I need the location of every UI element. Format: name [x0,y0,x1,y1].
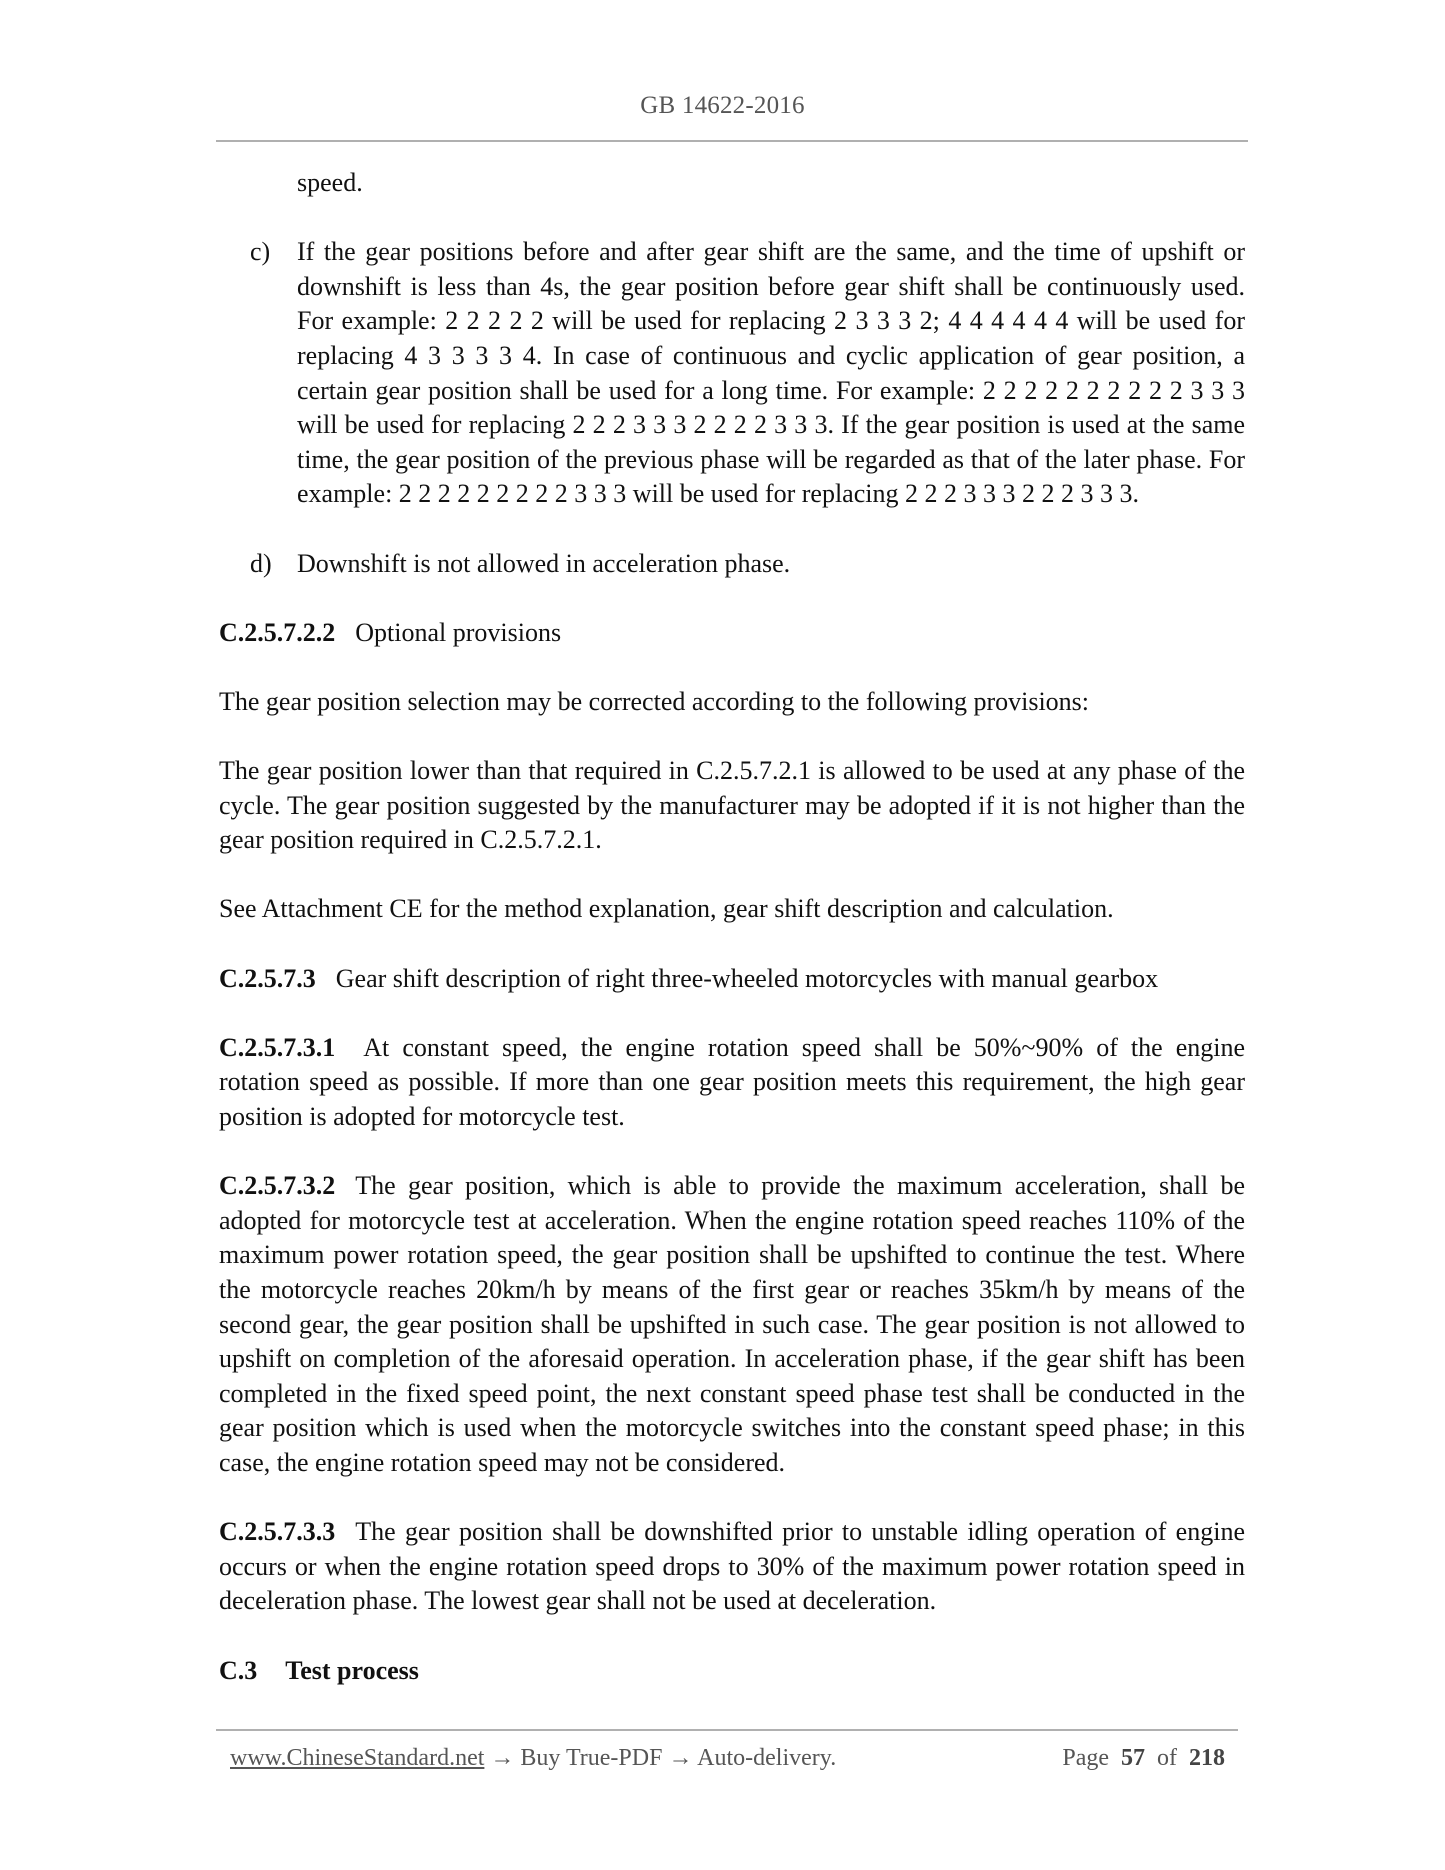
page-number [1062,1745,1225,1772]
section-text: The gear position shall be downshifted prior to unstable idling operation of engine occurs or when the engine rotation speed drops to 30% of the maximum power rotation speed in deceleration phase. The lowest gear shall not be used at deceleration. [219,1517,1245,1616]
header-divider [216,140,1248,142]
list-marker-c: c) [250,237,271,267]
section-number: C.2.5.7.3.1 [219,1032,336,1062]
list-marker-d: d) [250,548,272,578]
section-heading-c3 [219,1654,1245,1689]
paragraph-lower-gear: The gear position lower than that required in C.2.5.7.2.1 is allowed to be used at any phase of the cycle. The gear position suggested by the manufacturer may be adopted if it is not higher than the gear position required in C.2.5.7.2.1. [219,756,1245,855]
document-header-title: GB 14622-2016 [640,92,805,119]
list-item-d [219,547,1245,582]
section-c25733 [219,1515,1245,1619]
section-title: Gear shift description of right three-wheeled motorcycles with manual gearbox [335,963,1159,993]
of-label: of [1157,1745,1177,1771]
section-number: C.3 [219,1655,258,1685]
footer-divider [216,1729,1238,1731]
section-text: At constant speed, the engine rotation speed shall be 50%~90% of the engine rotation speed as possible. If more than one gear position meets this requirement, the high gear position is adopted for motorcycle test. [219,1032,1245,1132]
section-number: C.2.5.7.2.2 [219,617,336,647]
list-item-c [219,235,1245,512]
document-body [219,166,1245,1688]
section-heading-c2573 [219,962,1245,997]
section-title: Test process [285,1655,419,1685]
section-title: Optional provisions [355,617,562,647]
paragraph-selection: The gear position selection may be corrected according to the following provisions: [219,686,1090,716]
arrow-right-icon: → [490,1745,515,1771]
section-text: The gear position, which is able to provide the maximum acceleration, shall be adopted for motorcycle test at acceleration. When the engine rotation speed reaches 110% of the maximum power rotation speed, the gear position shall be upshifted to continue the test. Where the motorcycle reaches 20km/h by means of the first gear or reaches 35km/h by means of the second gear, the gear position shall be upshifted in such case. The gear position is not allowed to upshift on completion of the aforesaid operation. In acceleration phase, if the gear shift has been completed in the fixed speed point, the next constant speed phase test shall be conducted in the gear position which is used when the motorcycle switches into the constant speed phase; in this case, the engine rotation speed may not be considered. [219,1171,1245,1477]
buy-pdf-text: Buy True-PDF [520,1745,663,1771]
page-current: 57 [1121,1745,1145,1771]
section-number: C.2.5.7.3.3 [219,1517,336,1547]
paragraph-attachment: See Attachment CE for the method explanation, gear shift description and calculation. [219,894,1114,924]
section-heading-c25722 [219,616,1245,651]
section-c25731 [219,1031,1245,1135]
page-label: Page [1062,1745,1109,1771]
section-c25732 [219,1169,1245,1480]
arrow-right-icon: → [668,1745,693,1771]
section-number: C.2.5.7.3.2 [219,1171,336,1201]
list-item-d-text: Downshift is not allowed in acceleration phase. [297,548,791,578]
continuation-text: speed. [297,168,363,197]
list-item-c-text: If the gear positions before and after gear shift are the same, and the time of upshift or downshift is less than 4s, the gear position before gear shift shall be continuously used. For example: 2 2 2 2 2 will be used for replacing 2 3 3 3 2; 4 4 4 4 4 4 will be used for replacing 4 3 3 3 3 4. In case of continuous and cyclic application of gear position, a certain gear position shall be used for a long time. For example: 2 2 2 2 2 2 2 2 2 2 3 3 3 will be used for replacing 2 2 2 3 3 3 2 2 2 2 3 3 3. If the gear position is used at the same time, the gear position of the previous phase will be regarded as that of the later phase. For example: 2 2 2 2 2 2 2 2 2 3 3 3 will be used for replacing 2 2 2 3 3 3 2 2 2 3 3 3. [297,237,1245,509]
page-total: 218 [1189,1745,1225,1771]
section-number: C.2.5.7.3 [219,963,316,993]
chinesestandard-link[interactable]: www.ChineseStandard.net [230,1745,485,1771]
auto-delivery-text: Auto-delivery. [697,1745,837,1771]
footer-promo [230,1745,836,1772]
page-footer [230,1745,1225,1772]
